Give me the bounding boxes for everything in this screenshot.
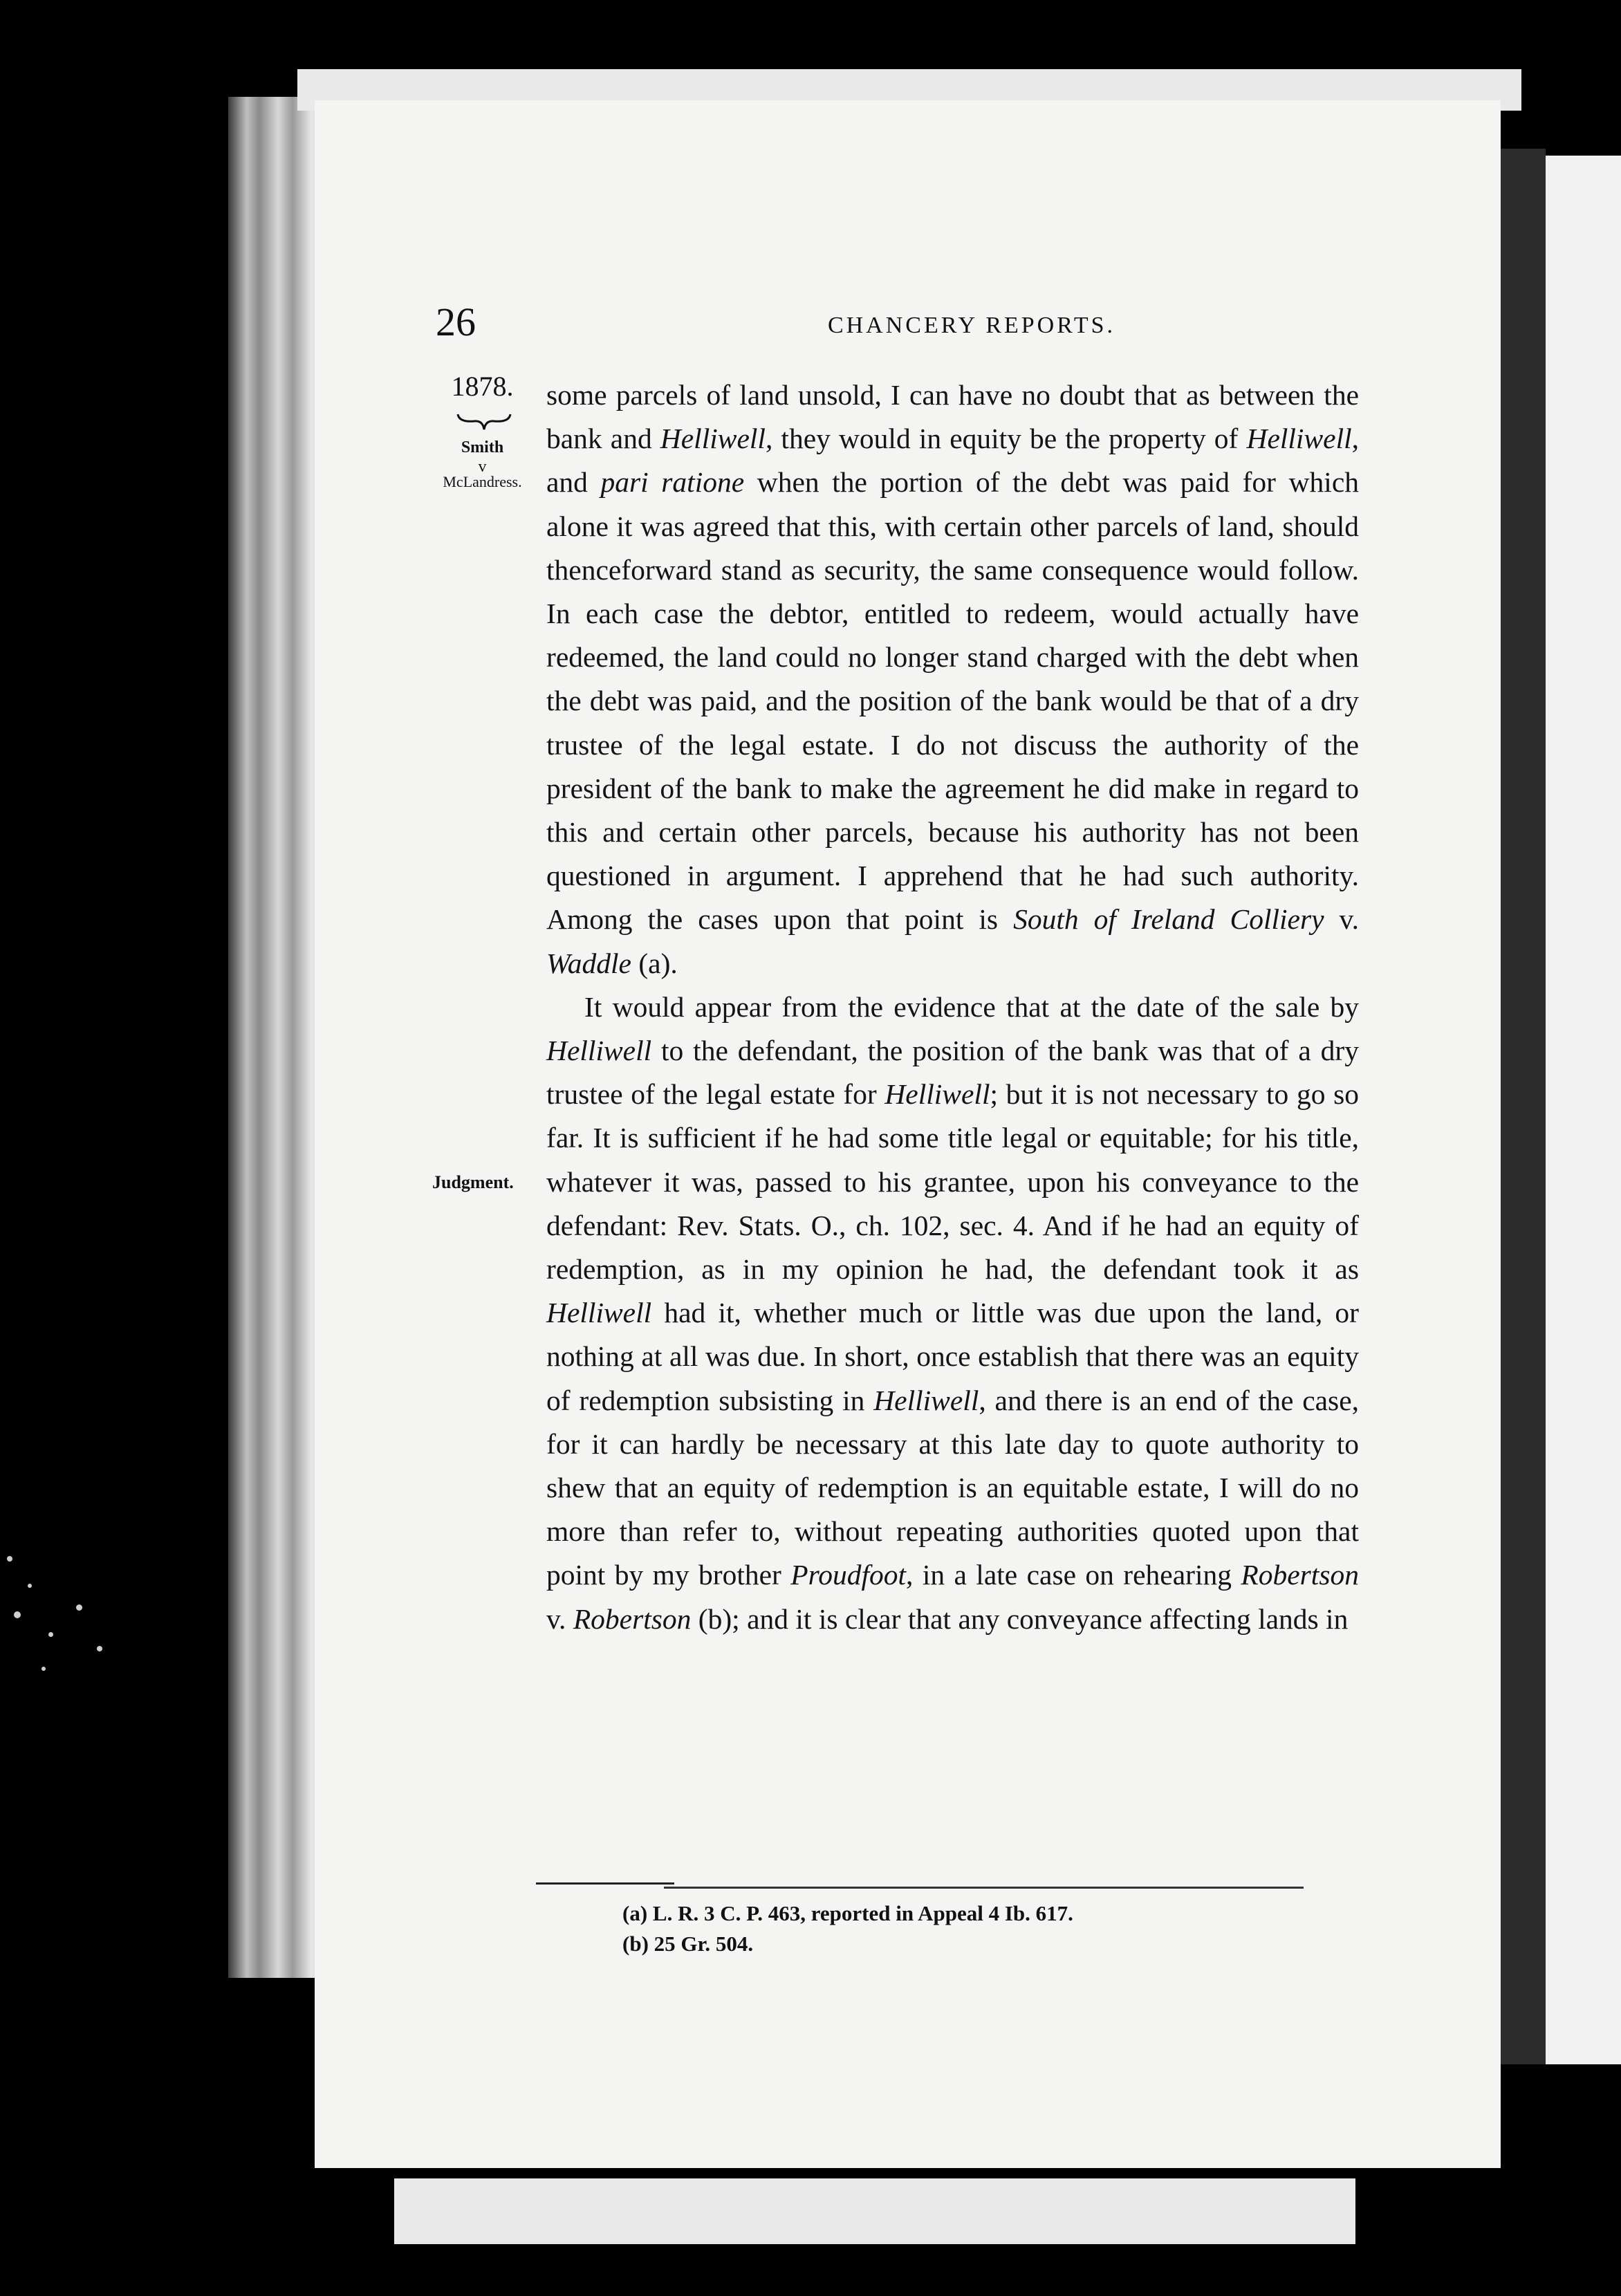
page-number: 26 — [436, 299, 476, 344]
adjacent-page-edge — [1546, 156, 1621, 2064]
margin-case-versus: v — [478, 458, 487, 476]
footnote-b: (b) 25 Gr. 504. — [622, 1932, 754, 1956]
body-text — [546, 373, 1359, 1641]
margin-year: 1878. — [451, 371, 514, 402]
margin-case-defendant: McLandress. — [443, 473, 522, 490]
margin-case-plaintiff: Smith — [461, 438, 504, 456]
page-title: CHANCERY REPORTS. — [827, 313, 1116, 338]
margin-judgment-label: Judgment. — [432, 1172, 514, 1192]
footnote-a: (a) L. R. 3 C. P. 463, reported in Appeal 4 Ib. 617. — [622, 1901, 1073, 1925]
running-head — [436, 299, 1369, 347]
paragraph-1: some parcels of land unsold, I can have no doubt that as between the bank and Helliwell, they would in equity be the property of Helliwell, and pari ratione when the portion of the debt was paid for which alone it was agreed that this, with certain other parcels of land, should thenceforward stand as security, the same consequence would follow. In each case the debtor, entitled to redeem, would actually have redeemed, the land could no longer stand charged with the debt when the debt was paid, and the position of the bank would be that of a dry trustee of the legal estate. I do not discuss the authority of the president of the bank to make the agreement he did make in regard to this and certain other parcels, because his authority has not been questioned in argument. I apprehend that he had such authority. Among the cases upon that point is South of Ireland Colliery v. Waddle (a). — [546, 379, 1360, 979]
page-bottom-tab — [394, 2178, 1355, 2244]
footnote-divider — [664, 1887, 1304, 1889]
footnote-divider — [536, 1882, 674, 1885]
paragraph-2: It would appear from the evidence that at the date of the sale by Helliwell to the defendant, the position of the bank was that of a dry trustee of the legal estate for Helliwell; but it is not necessary to go so far. It is sufficient if he had some title legal or equitable; for his title, whatever it was, passed to his grantee, upon his conveyance to the defendant: Rev. Stats. O., ch. 102, sec. 4. And if he had an equity of redemption, as in my opinion he had, the defendant took it as Helliwell had it, whether much or little was due upon the land, or nothing at all was due. In short, once establish that there was an equity of redemption subsisting in Helliwell, and there is an end of the case, for it can hardly be necessary at this late day to quote authority to shew that an equity of redemption is an equitable estate, I will do no more than refer to, without repeating authorities quoted upon that point by my brother Proudfoot, in a late case on rehearing Robertson v. Robertson (b); and it is clear that any conveyance affecting lands in — [546, 990, 1360, 1635]
footnotes — [622, 1898, 1349, 1959]
brace-icon — [456, 411, 512, 432]
scan-speckles — [0, 1542, 118, 1694]
